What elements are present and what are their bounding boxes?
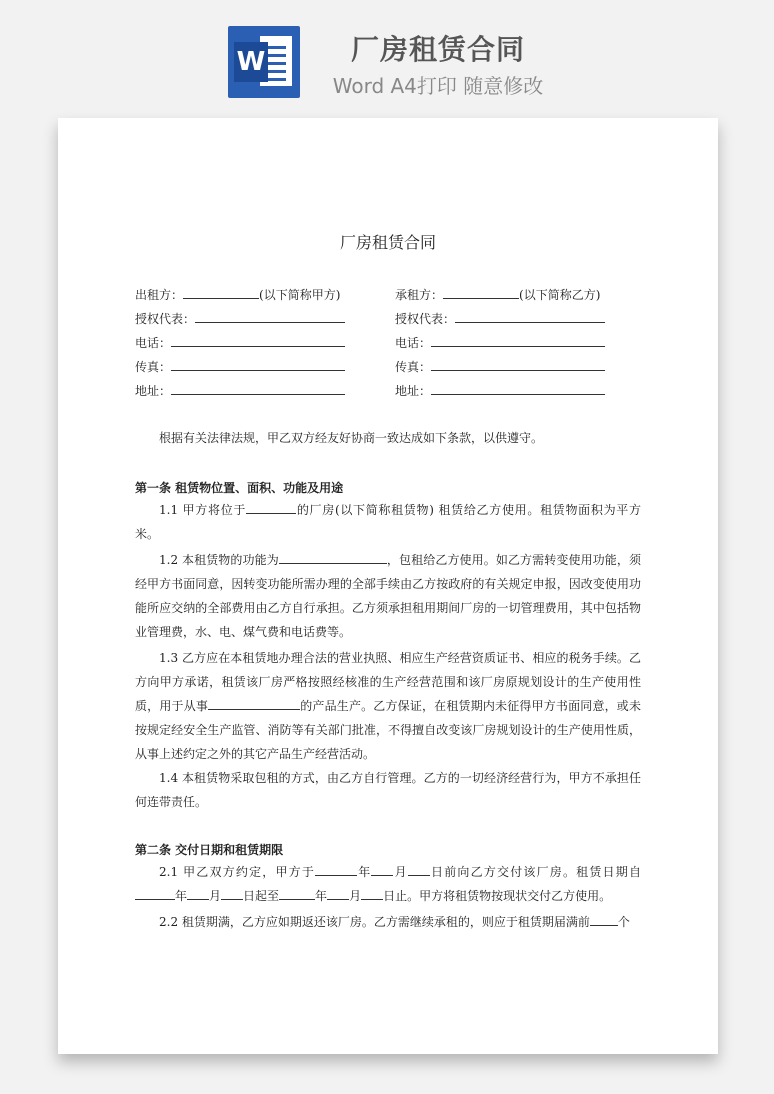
lessor-label: 出租方： (135, 288, 184, 302)
lessor-suffix: (以下简称甲方) (259, 288, 341, 302)
start-month-blank[interactable] (187, 886, 209, 900)
lessor-rep-label: 授权代表： (135, 312, 196, 326)
end-day-blank[interactable] (361, 886, 383, 900)
lessor-phone-line (135, 334, 345, 350)
preamble: 根据有关法律法规，甲乙双方经友好协商一致达成如下条款，以供遵守。 (159, 431, 544, 445)
article1-heading: 第一条 租赁物位置、面积、功能及用途 (135, 481, 344, 495)
lessor-rep-line (135, 310, 345, 326)
clause-1-2: 1.2 本租赁物的功能为 ，包租给乙方使用。如乙方需转变使用功能，须经甲方书面同意，因转变功能所需办理的全部手续由乙方按政府的有关规定申报，因改变使用功能所应交纳的全部费用由乙方自行承担。乙方须承担租用期间厂房的一切管理费用，其中包括物业管理费，水、电、煤气费和电话费等。 (135, 548, 641, 644)
lessee-address-blank[interactable] (431, 382, 605, 395)
word-icon-letter: W (234, 42, 268, 82)
lessee-label: 承租方： (395, 288, 444, 302)
lessor-blank[interactable] (183, 286, 259, 299)
lessee-rep-label: 授权代表： (395, 312, 456, 326)
function-blank[interactable] (279, 550, 387, 564)
banner-title: 厂房租赁合同 (350, 33, 525, 66)
lessee-fax-blank[interactable] (431, 358, 605, 371)
start-day-blank[interactable] (221, 886, 243, 900)
clause-2-1: 2.1 甲乙双方约定，甲方于 年 月 日前向乙方交付该厂房。租赁日期自年 月 日起至 年 月 日止。甲方将租赁物按现状交付乙方使用。 (135, 860, 641, 908)
lessor-phone-blank[interactable] (171, 334, 345, 347)
lessee-phone-line (395, 334, 605, 350)
end-month-blank[interactable] (327, 886, 349, 900)
lessee-blank[interactable] (443, 286, 519, 299)
banner-subtitle: Word A4打印 随意修改 (332, 74, 544, 98)
clause-2-2: 2.2 租赁期满，乙方应如期返还该厂房。乙方需继续承租的，则应于租赁期届满前 个 (135, 910, 641, 934)
article2-heading: 第二条 交付日期和租赁期限 (135, 843, 284, 857)
delivery-month-blank[interactable] (371, 862, 393, 876)
word-document-icon (228, 26, 300, 98)
lessor-address-line (135, 382, 345, 398)
lessor-address-blank[interactable] (171, 382, 345, 395)
start-year-blank[interactable] (135, 886, 175, 900)
lessee-phone-blank[interactable] (431, 334, 605, 347)
lessee-phone-label: 电话： (395, 336, 432, 350)
clause-1-1: 1.1 甲方将位于 的厂房(以下简称租赁物) 租赁给乙方使用。租赁物面积为平方米。 (135, 498, 641, 546)
lessee-suffix: (以下简称乙方) (519, 288, 601, 302)
lessor-fax-line (135, 358, 345, 374)
lessee-address-line (395, 382, 605, 398)
banner-header (0, 0, 774, 110)
lessor-phone-label: 电话： (135, 336, 172, 350)
delivery-year-blank[interactable] (315, 862, 357, 876)
renewal-notice-blank[interactable] (590, 912, 618, 926)
location-blank[interactable] (246, 500, 296, 514)
lessee-fax-label: 传真： (395, 360, 432, 374)
end-year-blank[interactable] (279, 886, 315, 900)
product-blank[interactable] (208, 696, 300, 710)
lessor-fax-blank[interactable] (171, 358, 345, 371)
delivery-day-blank[interactable] (408, 862, 430, 876)
lessor-line (135, 286, 340, 302)
lessee-address-label: 地址： (395, 384, 432, 398)
lessee-rep-line (395, 310, 605, 326)
document-page (58, 118, 718, 1054)
lessor-fax-label: 传真： (135, 360, 172, 374)
lessee-line (395, 286, 600, 302)
lessee-fax-line (395, 358, 605, 374)
clause-1-3: 1.3 乙方应在本租赁地办理合法的营业执照、相应生产经营资质证书、相应的税务手续。乙方向甲方承诺，租赁该厂房严格按照经核准的生产经营范围和该厂房原规划设计的生产使用性质，用于从事 的产品生产。乙方保证，在租赁期内未征得甲方书面同意，或未按规定经安全生产监管、消防等有关部门批准，不得擅自改变该厂房规划设计的生产使用性质，从事上述约定之外的其它产品生产经营活动。 (135, 651, 641, 761)
lessee-rep-blank[interactable] (455, 310, 605, 323)
lessor-rep-blank[interactable] (195, 310, 345, 323)
lessor-address-label: 地址： (135, 384, 172, 398)
clause-1-4: 1.4 本租赁物采取包租的方式，由乙方自行管理。乙方的一切经济经营行为，甲方不承担任何连带责任。 (135, 771, 641, 809)
document-title: 厂房租赁合同 (339, 233, 436, 252)
